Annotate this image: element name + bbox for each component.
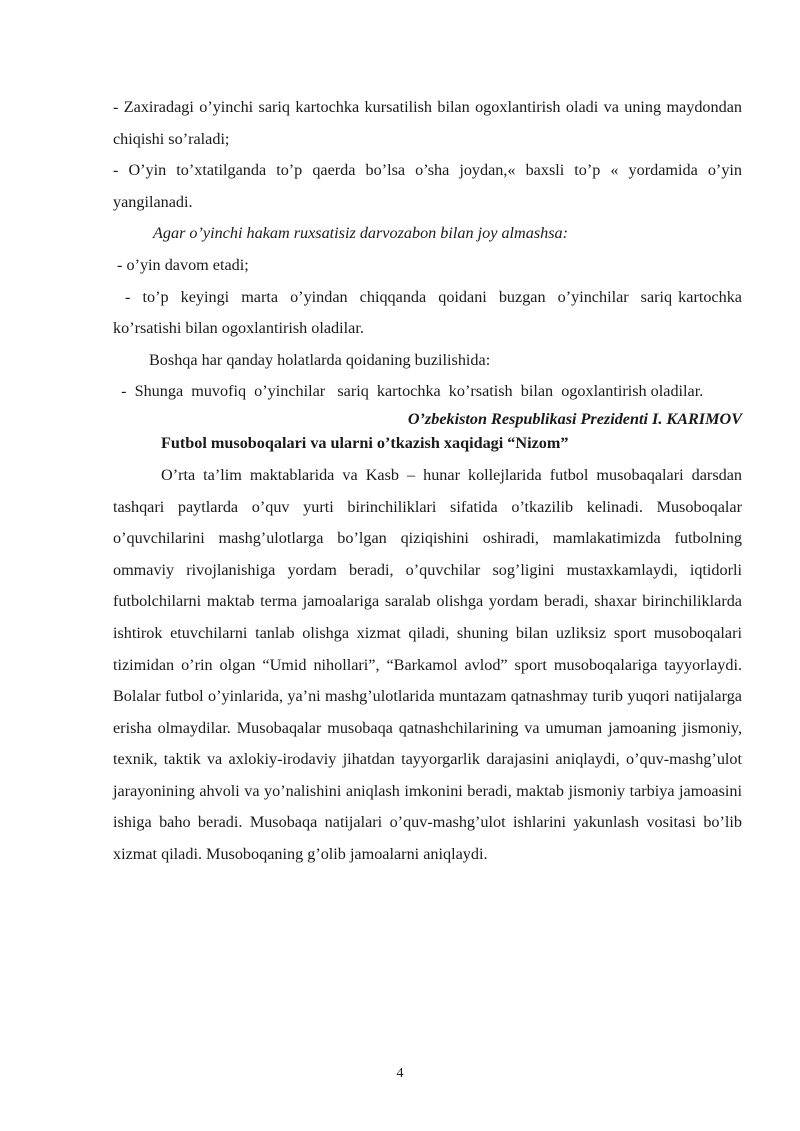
paragraph-goalkeeper-swap-heading: Agar o’yinchi hakam ruxsatisiz darvozabon bilan joy almashsa: bbox=[153, 224, 569, 243]
paragraph-other-violations: Boshqa har qanday holatlarda qoidaning buzilishida: bbox=[149, 350, 491, 369]
document-page bbox=[113, 92, 747, 871]
paragraph-yellow-card-warning: - to’p keyingi marta o’yindan chiqqanda qoidani buzgan o’yinchilar sariq kartochka ko’rsatishi bilan ogoxlantirish oladilar. bbox=[113, 287, 747, 338]
page-number: 4 bbox=[396, 1066, 404, 1081]
paragraph-reserve-player: - Zaxiradagi o’yinchi sariq kartochka kursatilish bilan ogoxlantirish oladi va uning maydondan chiqishi so’raladi; bbox=[113, 98, 742, 148]
paragraph-drop-ball: - O’yin to’xtatilganda to’p qaerda bo’lsa o’sha joydan,« baxsli to’p « yordamida o’yin yangilanadi. bbox=[113, 161, 742, 211]
paragraph-nizom-body: O’rta ta’lim maktablarida va Kasb – hunar kollejlarida futbol musobaqalari darsdan tashqari paytlarda o’quv yurti birinchiliklari sifatida o’tkazilib kelinadi. Musoboqalar o’quvchilarini mashg’ulotlarga bo’lgan qiziqishini oshiradi, mamlakatimizda futbolning ommaviy rivojlanishiga yordam beradi, o’quvchilar sog’ligini mustaxkamlaydi, iqtidorli futbolchilarni maktab terma jamoalariga saralab olishga yordam beradi, shaxar birinchiliklarda ishtirok etuvchilarni tanlab olishga xizmat qiladi, shuning bilan uzliksiz sport musoboqalari tizimidan o’rin olgan “Umid nihollari”, “Barkamol avlod” sport musoboqalariga tayyorlaydi. Bolalar futbol o’yinlarida, ya’ni mashg’ulotlarida muntazam qatnashmay turib yuqori natijalarga erisha olmaydilar. Musobaqalar musobaqa qatnashchilarining va umuman jamoaning jismoniy, texnik, taktik va axlokiy-irodaviy jihatdan tayyorgarlik darajasini aniqlaydi, o’quv-mashg’ulot jarayonining ahvoli va yo’nalishini aniqlash imkonini beradi, maktab jismoniy tarbiya jamoasini ishiga baho beradi. Musobaqa natijalari o’quv-mashg’ulot ishlarini yakunlash vositasi bo’lib xizmat qiladi. Musoboqaning g’olib jamoalarni aniqlaydi. bbox=[113, 465, 742, 864]
section-heading-nizom: Futbol musoboqalari va ularni o’tkazish xaqidagi “Nizom” bbox=[161, 433, 569, 452]
president-signature: O’zbekiston Respublikasi Prezidenti I. KARIMOV bbox=[407, 409, 742, 428]
paragraph-players-warned: - Shunga muvofiq o’yinchilar sariq kartochka ko’rsatish bilan ogoxlantirish oladilar. bbox=[113, 382, 704, 401]
paragraph-game-continues: - o’yin davom etadi; bbox=[113, 255, 249, 274]
